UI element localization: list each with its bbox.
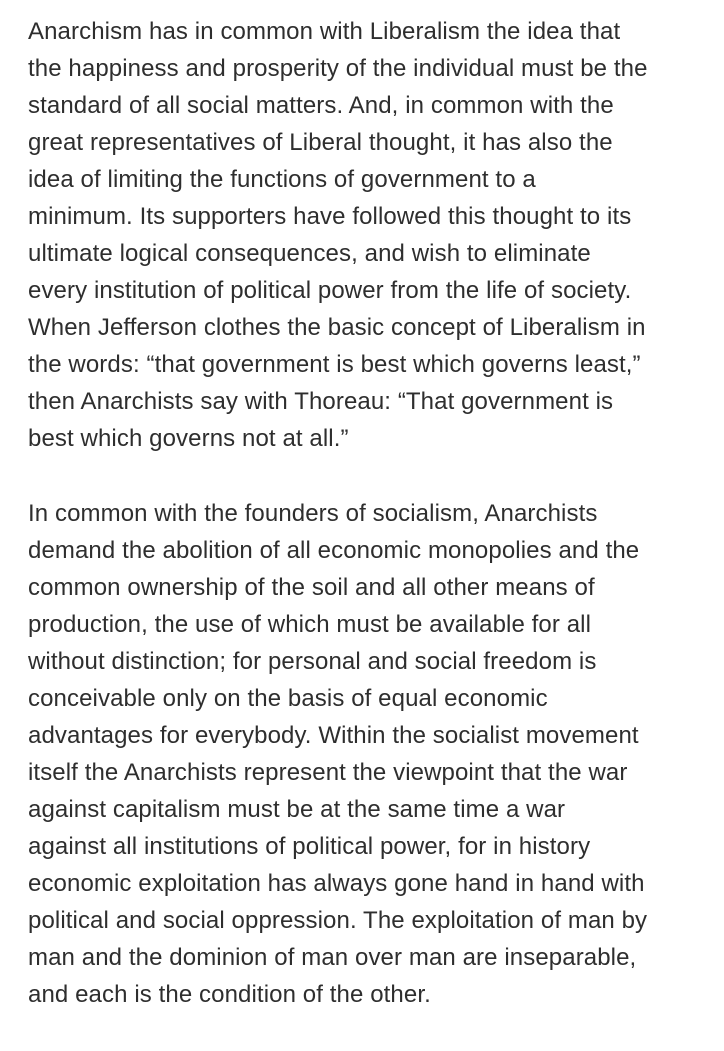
text-line: In common with the founders of socialism, Anarchists xyxy=(28,500,598,527)
text-line: every institution of political power from the life of society. xyxy=(28,277,632,304)
paragraph-2 xyxy=(28,495,696,1013)
text-line: man and the dominion of man over man are inseparable, xyxy=(28,944,637,971)
text-line: minimum. Its supporters have followed this thought to its xyxy=(28,203,632,230)
text-line: common ownership of the soil and all other means of xyxy=(28,574,595,601)
text-line: the words: “that government is best which governs least,” xyxy=(28,351,641,378)
text-line: idea of limiting the functions of government to a xyxy=(28,166,536,193)
text-line: without distinction; for personal and social freedom is xyxy=(28,648,597,675)
text-line: demand the abolition of all economic monopolies and the xyxy=(28,537,640,564)
text-line: advantages for everybody. Within the socialist movement xyxy=(28,722,639,749)
text-line: itself the Anarchists represent the viewpoint that the war xyxy=(28,759,628,786)
text-line: the happiness and prosperity of the individual must be the xyxy=(28,55,648,82)
paragraph-1 xyxy=(28,13,696,457)
text-line: production, the use of which must be available for all xyxy=(28,611,592,638)
text-line: ultimate logical consequences, and wish to eliminate xyxy=(28,240,591,267)
document-body xyxy=(28,13,696,1051)
text-line: Anarchism has in common with Liberalism the idea that xyxy=(28,18,621,45)
text-line: then Anarchists say with Thoreau: “That government is xyxy=(28,388,614,415)
text-line: and each is the condition of the other. xyxy=(28,981,431,1008)
text-line: against capitalism must be at the same time a war xyxy=(28,796,566,823)
text-line: When Jefferson clothes the basic concept of Liberalism in xyxy=(28,314,646,341)
text-line: political and social oppression. The exploitation of man by xyxy=(28,907,648,934)
text-line: conceivable only on the basis of equal economic xyxy=(28,685,548,712)
text-line: against all institutions of political power, for in history xyxy=(28,833,591,860)
text-line: economic exploitation has always gone hand in hand with xyxy=(28,870,645,897)
text-line: great representatives of Liberal thought, it has also the xyxy=(28,129,613,156)
text-line: standard of all social matters. And, in common with the xyxy=(28,92,614,119)
text-line: best which governs not at all.” xyxy=(28,425,349,452)
